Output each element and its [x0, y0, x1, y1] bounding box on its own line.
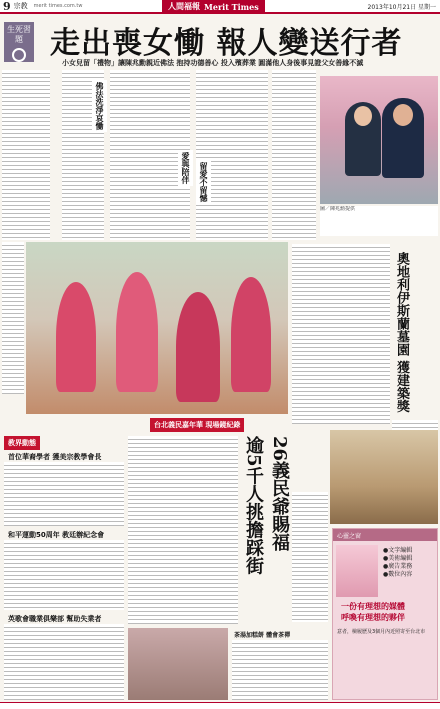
mosque-interior-photo: [330, 430, 438, 524]
news-tag: 教界動態: [4, 436, 40, 450]
article-column: [196, 70, 268, 240]
tea-article: [232, 640, 328, 700]
footer-rule: [0, 702, 440, 709]
section-label: 宗教: [13, 2, 28, 10]
photo-caption: [320, 206, 438, 236]
column-tag-label: 生死習題: [7, 25, 31, 44]
photo-credit: 圖／陳兆勳提供: [320, 206, 356, 212]
article-column: [272, 70, 316, 240]
ad-image: [336, 545, 378, 597]
masthead: [0, 0, 440, 14]
tea-title: 茶湯加糕餅 體會茶禪: [234, 632, 291, 639]
article-subhead: 佛法洗淨哀慟: [92, 80, 107, 132]
column-tag: [4, 22, 34, 62]
news-title: 和平運動50周年 教廷辦紀念會: [8, 531, 105, 539]
parade-headline-2: 26義民爺賜福: [269, 436, 290, 552]
page-number: 9: [3, 0, 11, 13]
couple-photo: [320, 76, 438, 204]
parade-caption: 台北義民嘉年華 現場鏡紀錄: [150, 418, 244, 432]
austria-article: [292, 244, 390, 424]
paper-name: 人間福報: [168, 1, 200, 11]
paper-logo: [162, 0, 265, 13]
austria-headline: 奧地利伊斯蘭墓園 獲建築獎: [394, 252, 409, 413]
tea-photo: [128, 628, 228, 700]
recruit-ad: [332, 528, 438, 700]
main-deck: 小女兒留「禮物」讓陳兆勳親近佛法 抱持功德善心 投入殯葬業 圓滿他人身後事見證父女善緣不滅: [62, 59, 364, 67]
article-subhead: 留愛不留憾: [196, 160, 211, 204]
parade-headline-1: 逾5千人挑擔踩街: [243, 436, 264, 575]
ad-text: 意者，檢履歷及3個月內近照寄至台北市: [337, 629, 426, 635]
main-headline: 走出喪女慟 報人變送行者: [50, 26, 403, 58]
ad-title: 一份有理想的媒體 呼喚有理想的夥伴: [341, 602, 405, 622]
ad-header: 心靈之窗: [333, 529, 437, 541]
article-column: [2, 70, 50, 240]
site-url: merit times.com.tw: [33, 3, 83, 9]
parade-article: [128, 436, 238, 624]
parade-article: [292, 492, 328, 622]
paper-name-en: Merit Times: [204, 1, 259, 12]
issue-date: 2013年10月21日 星期一: [367, 4, 436, 11]
ad-list: ●文字編輯 ●美術編輯 ●廣告業務 ●數位內容: [383, 547, 413, 578]
hourglass-icon: [12, 48, 26, 62]
article-subhead: 愛與陪伴: [178, 150, 193, 186]
news-title: 英歌會職業俱樂部 幫助失業者: [8, 615, 102, 623]
parade-photo: [26, 242, 288, 414]
pull-quote: [2, 242, 24, 394]
news-body: [4, 624, 124, 700]
news-title: 首位華裔學者 獲美宗教學會長: [8, 453, 102, 461]
news-body: [4, 540, 124, 610]
news-body: [4, 462, 124, 526]
